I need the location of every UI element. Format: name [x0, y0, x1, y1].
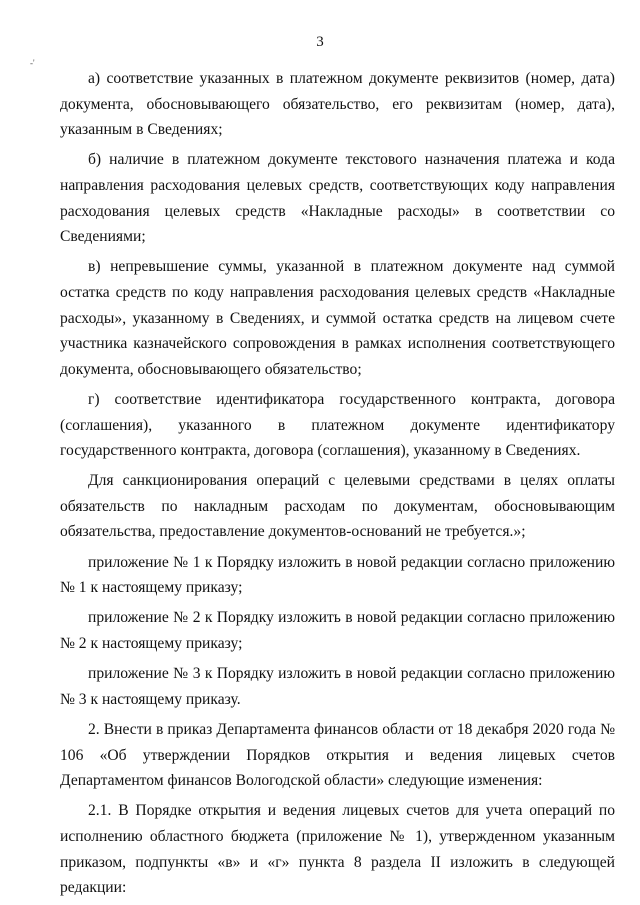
paragraph-sanction-note: Для санкционирования операций с целевыми средствами в целях оплаты обязательств по накладным расходам по документам, обосновывающим обязательства, предоставление документов-оснований не требуется.»; [60, 472, 615, 541]
document-body [60, 66, 615, 905]
page-number: 3 [316, 34, 324, 50]
paragraph-appendix-1: приложение № 1 к Порядку изложить в новой редакции согласно приложению № 1 к настоящему приказу; [60, 553, 615, 597]
paragraph-b: б) наличие в платежном документе текстового назначения платежа и кода направления расходования целевых средств, соответствующих коду направления расходования целевых средств «Накладные расходы» в соответствии со Сведениями; [60, 151, 615, 246]
paragraph-a: а) соответствие указанных в платежном документе реквизитов (номер, дата) документа, обосновывающего обязательство, его реквизитам (номер, дата), указанным в Сведениях; [60, 70, 615, 139]
paragraph-item-2: 2. Внести в приказ Департамента финансов области от 18 декабря 2020 года № 106 «Об утверждении Порядков открытия и ведения лицевых счетов Департаментом финансов Вологодской области» следующие изменения: [60, 721, 615, 790]
paragraph-appendix-3: приложение № 3 к Порядку изложить в новой редакции согласно приложению № 3 к настоящему приказу. [60, 665, 615, 708]
paragraph-item-2-1: 2.1. В Порядке открытия и ведения лицевых счетов для учета операций по исполнению областного бюджета (приложение № 1), утвержденном указанным приказом, подпункты «в» и «г» пункта 8 раздела II изложить в следующей редакции: [60, 802, 615, 897]
paragraph-g: г) соответствие идентификатора государственного контракта, договора (соглашения), указанного в платежном документе идентификатору государственного контракта, договора (соглашения), указанному в Сведениях. [60, 390, 615, 460]
paragraph-v: в) непревышение суммы, указанной в платежном документе над суммой остатка средств по коду направления расходования целевых средств «Накладные расходы», указанному в Сведениях, и суммой остатка средств на лицевом счете участника казначейского сопровождения в рамках исполнения соответствующего документа, обосновывающего обязательство; [60, 258, 615, 378]
scan-mark: -' [30, 58, 35, 68]
paragraph-appendix-2: приложение № 2 к Порядку изложить в новой редакции согласно приложению № 2 к настоящему приказу; [60, 609, 615, 653]
